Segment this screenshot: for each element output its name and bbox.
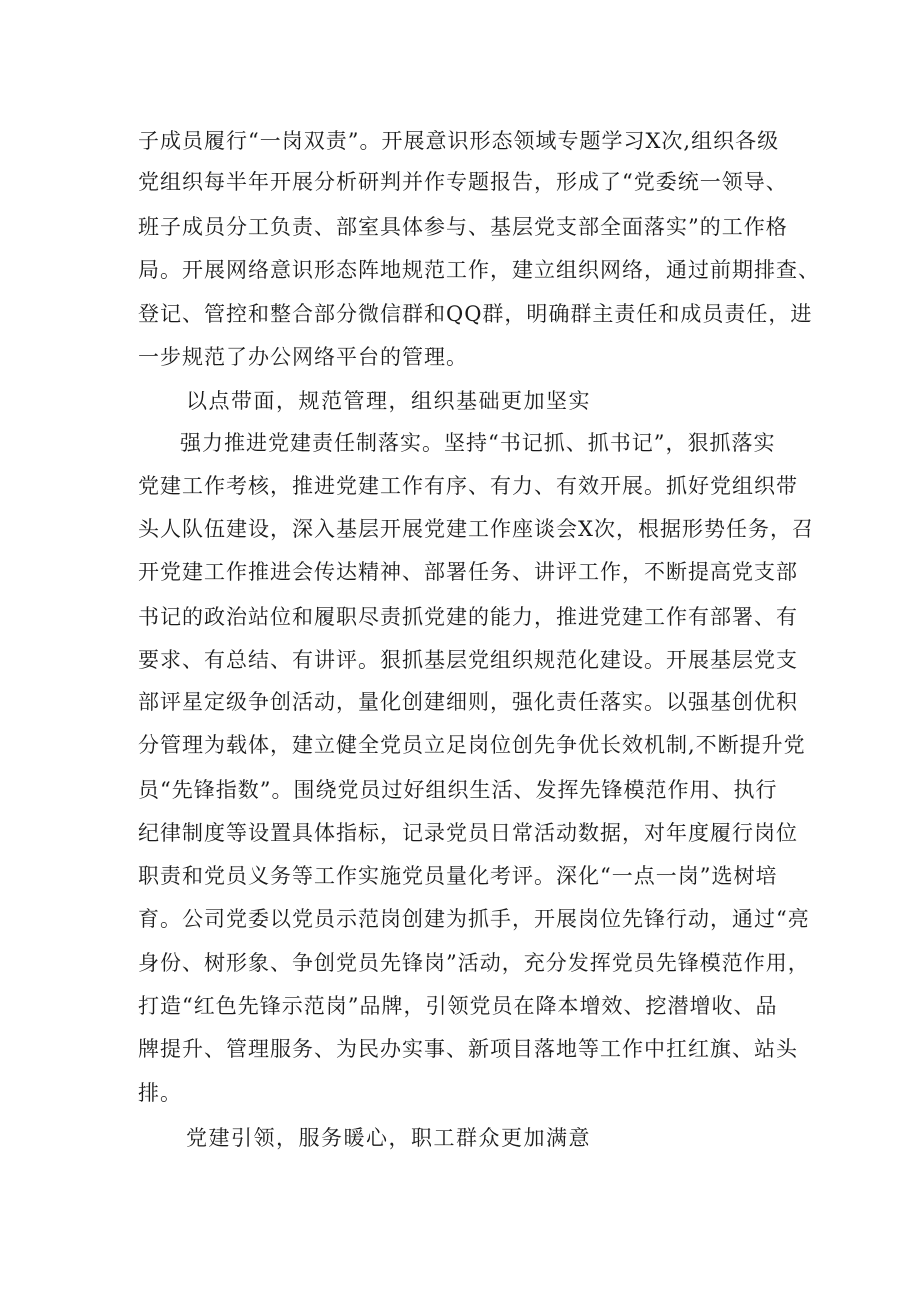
- paragraph-line: 一步规范了办公网络平台的管理。: [138, 345, 468, 369]
- paragraph-line: 打造“红色先锋示范岗”品牌，引领党员在降本增效、挖潜增收、品: [138, 994, 778, 1018]
- paragraph-line: 党组织每半年开展分析研判并作专题报告，形成了“党委统一领导、: [138, 170, 788, 194]
- paragraph-line: 牌提升、管理服务、为民办实事、新项目落地等工作中扛红旗、站头: [138, 1037, 798, 1061]
- paragraph-line: 头人队伍建设，深入基层开展党建工作座谈会X次，根据形势任务，召: [138, 517, 814, 541]
- section-heading: 党建引领，服务暖心，职工群众更加满意: [186, 1126, 591, 1150]
- paragraph-line: 书记的政治站位和履职尽责抓党建的能力，推进党建工作有部署、有: [138, 605, 798, 629]
- paragraph-line: 分管理为载体，建立健全党员立足岗位创先争优长效机制,不断提升党: [138, 733, 806, 757]
- paragraph-line: 身份、树形象、争创党员先锋岗”活动，充分发挥党员先锋模范作用，: [138, 951, 810, 975]
- paragraph-line: 员“先锋指数”。围绕党员过好组织生活、发挥先锋模范作用、执行: [138, 778, 778, 802]
- section-heading: 以点带面，规范管理，组织基础更加坚实: [186, 389, 591, 413]
- paragraph-line: 党建工作考核，推进党建工作有序、有力、有效开展。抓好党组织带: [138, 474, 798, 498]
- paragraph-line: 局。开展网络意识形态阵地规范工作，建立组织网络，通过前期排查、: [138, 258, 820, 282]
- paragraph-line: 育。公司党委以党员示范岗创建为抓手，开展岗位先锋行动，通过“亮: [138, 907, 810, 931]
- paragraph-line: 强力推进党建责任制落实。坚持“书记抓、抓书记”，狠抓落实: [180, 431, 776, 455]
- paragraph-line: 纪律制度等设置具体指标，记录党员日常活动数据，对年度履行岗位: [138, 821, 798, 845]
- paragraph-line: 职责和党员义务等工作实施党员量化考评。深化“一点一岗”选树培: [138, 864, 778, 888]
- paragraph-line: 子成员履行“一岗双责”。开展意识形态领域专题学习X次,组织各级: [138, 129, 780, 153]
- paragraph-line: 要求、有总结、有讲评。狠抓基层党组织规范化建设。开展基层党支: [138, 648, 798, 672]
- paragraph-line: 登记、管控和整合部分微信群和QQ群，明确群主责任和成员责任，进: [138, 302, 813, 326]
- paragraph-line: 班子成员分工负责、部室具体参与、基层党支部全面落实”的工作格: [138, 215, 788, 239]
- paragraph-line: 排。: [138, 1081, 182, 1105]
- paragraph-line: 开党建工作推进会传达精神、部署任务、讲评工作，不断提高党支部: [138, 560, 798, 584]
- paragraph-line: 部评星定级争创活动，量化创建细则，强化责任落实。以强基创优积: [138, 690, 798, 714]
